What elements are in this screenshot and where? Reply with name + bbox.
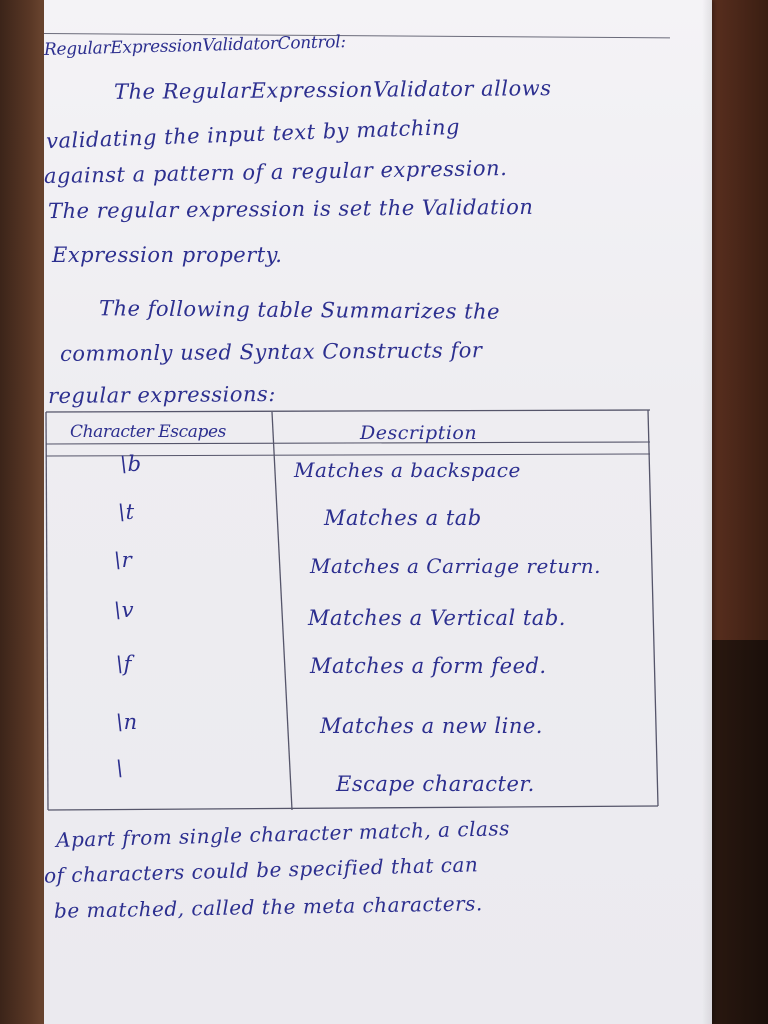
table-row-description: Matches a tab [324, 506, 482, 530]
paragraph1-line2: validating the input text by matching [45, 114, 461, 154]
table-row-description: Matches a Vertical tab. [308, 606, 566, 630]
table-row-description: Escape character. [336, 772, 535, 796]
paragraph2-line1: The following table Summarizes the [98, 296, 501, 324]
paragraph1-line3: against a pattern of a regular expression. [43, 155, 508, 189]
table-row-description: Matches a Carriage return. [310, 554, 602, 578]
table-row-escape: \f [116, 652, 132, 676]
paragraph3-line3: be matched, called the meta characters. [53, 891, 483, 923]
table-row-escape: \r [114, 548, 133, 572]
paragraph2-line3: regular expressions: [47, 382, 276, 408]
paragraph1-line4: The regular expression is set the Validation [47, 194, 534, 224]
paragraph2-line2: commonly used Syntax Constructs for [59, 338, 483, 366]
character-escapes-table [44, 408, 660, 812]
paragraph1-line1: The RegularExpressionValidator allows [113, 76, 552, 104]
table-row-description: Matches a form feed. [310, 654, 547, 678]
table-row-escape: \ [116, 756, 124, 780]
table-row-escape: \v [114, 598, 134, 622]
page-edge-shadow [702, 0, 712, 1024]
header-character-escapes: Character Escapes [70, 422, 226, 442]
background-right [710, 640, 768, 1024]
table-row-escape: \t [118, 500, 135, 524]
page-title: RegularExpressionValidatorControl: [43, 32, 347, 60]
table-row-description: Matches a backspace [294, 458, 521, 482]
paragraph3-line1: Apart from single character match, a class [55, 816, 511, 852]
paragraph3-line2: of characters could be specified that can [43, 852, 479, 888]
background-left [0, 0, 44, 1024]
table-row-description: Matches a new line. [320, 714, 543, 738]
background-right-top [710, 0, 768, 640]
paragraph1-line5: Expression property. [52, 243, 283, 267]
notebook-page [44, 0, 712, 1024]
table-row-escape: \n [116, 710, 138, 734]
table-row-escape: \b [120, 452, 142, 476]
header-description: Description [360, 422, 478, 444]
